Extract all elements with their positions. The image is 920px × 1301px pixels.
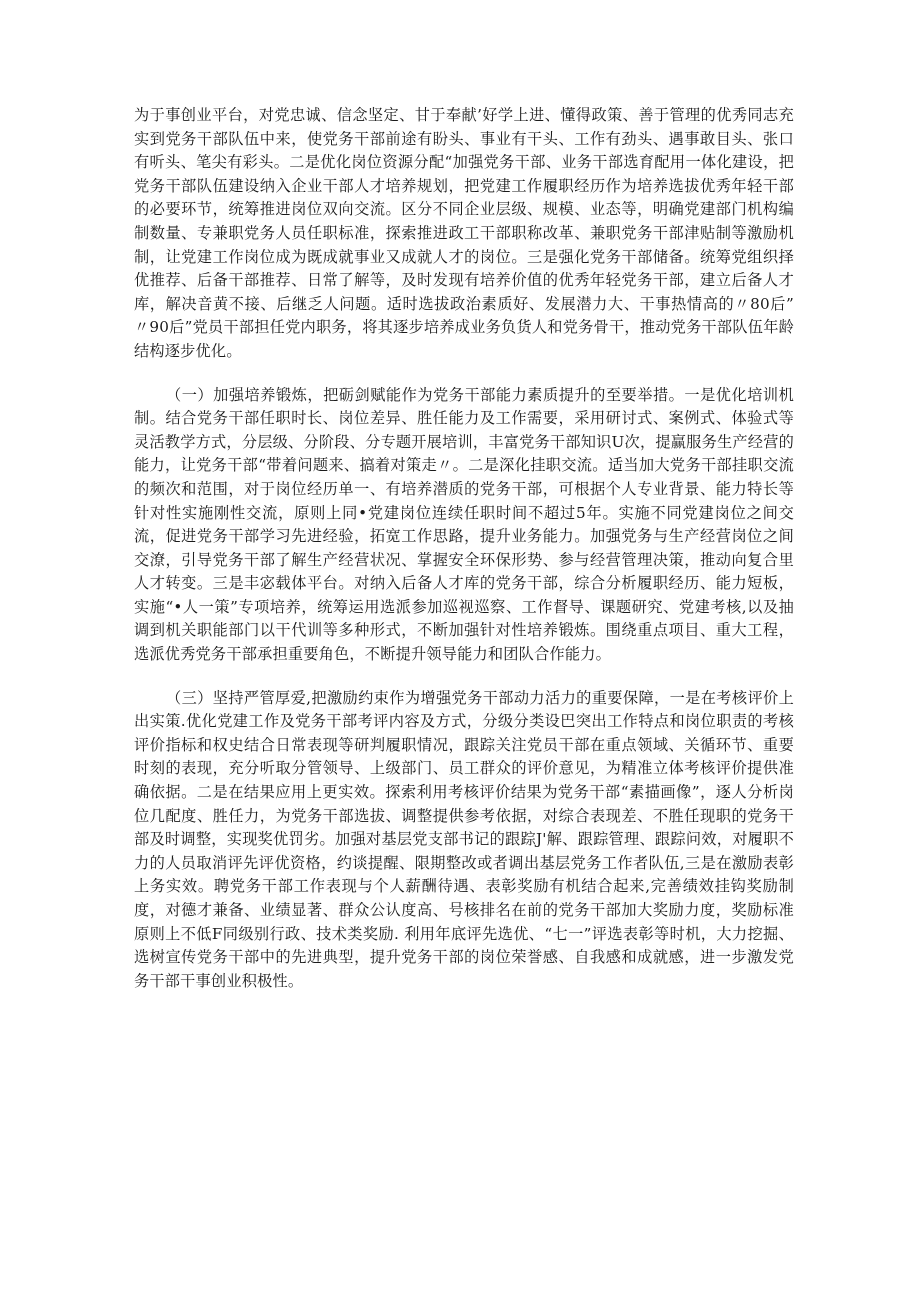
document-page (134, 104, 794, 993)
paragraph-training: （一）加强培养锻炼，把砺剑赋能作为党务干部能力素质提升的至要举措。一是优化培训机制。结合党务干部任职时长、岗位差异、胜任能力及工作需要，采用研讨式、案例式、体验式等灵活教学方式，分层级、分阶段、分专题开展培训，丰富党务干部知识U次，提赢服务生产经营的能力，让党务干部“带着问题来、搞着对策走〃。二是深化挂职交流。适当加大党务干部挂职交流的频次和范围，对于岗位经历单一、有培养潜质的党务干部，可根据个人专业背景、能力特长等针对性实施刚性交流，原则上同•党建岗位连续任职时间不超过5年。实施不同党建岗位之间交流，促进党务干部学习先进经验，拓宽工作思路，提升业务能力。加强党务与生产经营岗位之间交潦，引导党务干部了解生产经营状况、掌握安全环保形势、参与经营管理决策，推动向复合里人才转变。三是丰宓载体平台。对纳入后备人才库的党务干部，综合分析履职经历、能力短板，实施“•人一策”专项培养，统筹运用选派参加巡视巡察、工作督导、课题研究、党建考核,以及抽调到机关职能部门以干代训等多种形式，不断加强针对性培养锻炼。围绕重点项目、重大工程，选派优秀党务干部承担重要角色，不断提升领导能力和团队合作能力。 (134, 385, 794, 664)
paragraph-incentives: （三）坚持严管厚爱,把激励约束作为增强党务干部动力活力的重要保障，一是在考核评价上出实策.优化党建工作及党务干部考评内容及方式，分级分类设巴突出工作特点和岗位职责的考核评价指标和权史结合日常表现等研判履职情况，跟踪关注党员干部在重点领域、关循环节、重要时刻的表现，充分听取分管领导、上级部门、员工群众的评价意见，为精准立体考核评价提供准确依据。二是在结果应用上更实效。探索利用考核评价结果为党务干部“素描画像”，逐人分析岗位几配度、胜任力，为党务干部选拔、调整提供参考依据，对综合表现差、不胜任现职的党务干部及时调整，实现奖优罚劣。加强对基层党支部书记的跟踪J'解、跟踪管理、跟踪问效，对履职不力的人员取消评先评优资格，约谈提醒、限期整改或者调出基层党务工作者队伍,三是在激励表彰上务实效。聘党务干部工作表现与个人薪酬待遇、表彰奖励有机结合起来,完善绩效挂钩奖励制度，对德才兼备、业绩显著、群众公认度高、号核排名在前的党务干部加大奖励力度，奖励标准原则上不低F同级别行政、技术类奖励. 利用年底评先选优、“七一”评选表彰等时机，大力挖掘、选树宣传党务干部中的先进典型，提升党务干部的岗位荣誉感、自我感和成就感，进一步激发党务干部干事创业积极性。 (134, 688, 794, 990)
paragraph-talent-reserve: 为于事创业平台，对党忠诚、信念坚定、甘于奉献’好学上进、懂得政策、善于管理的优秀同志充实到党务干部队伍中来，使党务干部前途有盼头、事业有干头、工作有劲头、遇事敢目头、张口有听头、笔尖有彩头。二是优化岗位资源分配“加强党务干部、业务干部选育配用一体化建设，把党务干部队伍建设纳入企业干部人才培养规划，把党建工作履职经历作为培养选拔优秀年轻干部的必要环节，统筹推进岗位双向交流。区分不同企业层级、规模、业态等，明确党建部门机构编制数量、专兼职党务人员任职标准，探索推进政工干部职称改革、兼职党务干部津贴制等激励机制，让党建工作岗位成为既成就事业又成就人才的岗位。三是强化党务干部储备。统筹党组织择优推荐、后备干部推荐、日常了解等，及时发现有培养价值的优秀年轻党务干部，建立后备人才库，解决音黄不接、后继乏人问题。适时选拔政治素质好、发展潜力大、干事热情高的〃80后” 〃90后”党员干部担任党内职务，将其逐步培养成业务负货人和党务骨干，推动党务干部队伍年龄结构逐步优化。 (134, 106, 794, 360)
